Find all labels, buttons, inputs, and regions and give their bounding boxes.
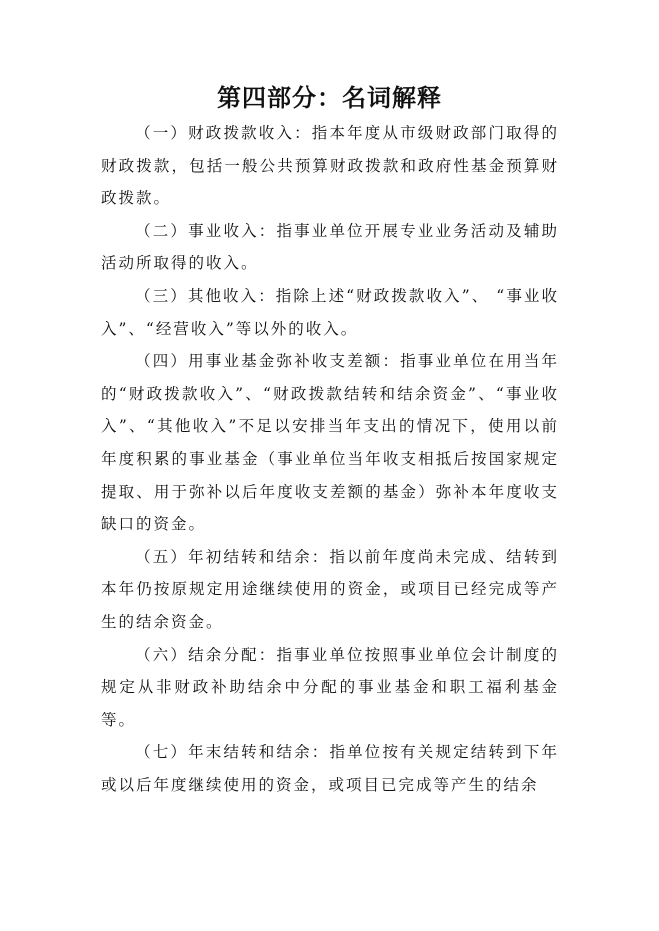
document-body — [101, 117, 559, 801]
paragraph-fiscal-appropriation-income: （一）财政拨款收入：指本年度从市级财政部门取得的财政拨款，包括一般公共预算财政拨款和政府性基金预算财政拨款。 — [101, 124, 559, 208]
paragraph-surplus-distribution: （六）结余分配：指事业单位按照事业单位会计制度的规定从非财政补助结余中分配的事业基金和职工福利基金等。 — [101, 645, 559, 729]
paragraph-business-income: （二）事业收入：指事业单位开展专业业务活动及辅助活动所取得的收入。 — [101, 221, 559, 273]
paragraph-opening-carryover: （五）年初结转和结余：指以前年度尚未完成、结转到本年仍按原规定用途继续使用的资金，或项目已经完成等产生的结余资金。 — [101, 547, 559, 631]
page-title: 第四部分：名词解释 — [217, 84, 442, 112]
paragraph-business-fund-offset: （四）用事业基金弥补收支差额：指事业单位在用当年的“财政拨款收入”、“财政拨款结转和结余资金”、“事业收入”、“其他收入”不足以安排当年支出的情况下，使用以前年度积累的事业基金（事业单位当年收支相抵后按国家规定提取、用于弥补以后年度收支差额的基金）弥补本年度收支缺口的资金。 — [101, 352, 559, 534]
paragraph-other-income: （三）其他收入：指除上述“财政拨款收入”、 “事业收入”、“经营收入”等以外的收入。 — [101, 286, 559, 338]
paragraph-closing-carryover: （七）年末结转和结余：指单位按有关规定结转到下年或以后年度继续使用的资金，或项目已完成等产生的结余 — [101, 743, 559, 794]
